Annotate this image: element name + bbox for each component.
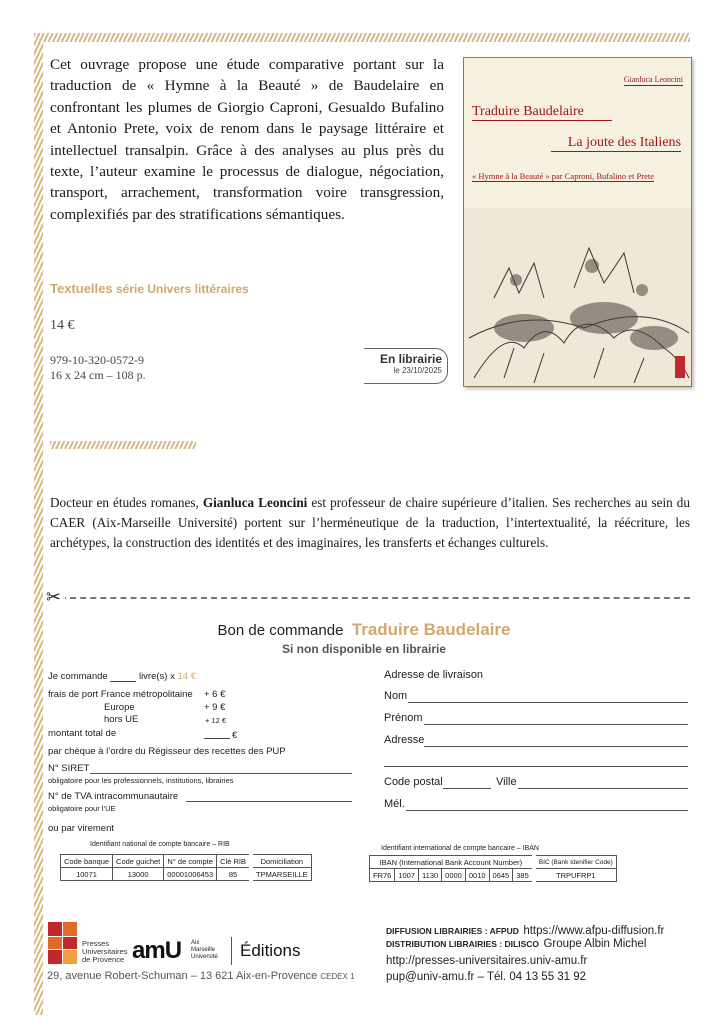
logo-separator [231,937,232,965]
pup-line: Universitaires [82,947,128,956]
delivery-adresse-field-2[interactable] [384,766,688,767]
order-unit-price: 14 € [177,671,196,682]
siret-note: obligatoire pour les professionnels, institutions, librairies [48,776,234,785]
order-quantity-row [48,671,196,682]
iban-part: 0010 [465,869,489,882]
format: 16 x 24 cm – 108 p. [50,368,146,382]
delivery-adresse-field[interactable] [424,746,688,747]
rib-header-bank: Code banque [61,855,113,868]
price: 14 € [50,318,75,333]
shipping-europe: Europe [104,702,135,713]
order-form-subtitle: Si non disponible en librairie [281,642,447,656]
delivery-prenom-field[interactable] [424,724,688,725]
distribution-row [386,934,646,952]
total-label: montant total de [48,728,117,739]
bio-author-name: Gianluca Leoncini [202,495,308,510]
shipping-europe-fee: + 9 € [204,702,226,713]
rib-value-guichet: 13000 [113,868,164,881]
isbn: 979-10-320-0572-9 [50,353,144,367]
delivery-title: Adresse de livraison [384,669,484,681]
amu-name [191,940,218,961]
series-name: Textuelles [50,281,113,296]
book-details [50,353,146,383]
editions-label: Éditions [240,941,301,960]
decorative-hatch-divider [50,441,196,449]
rib-header-account: N° de compte [164,855,217,868]
rib-value-domiciliation: TPMARSEILLE [251,868,311,881]
pup-logo [48,922,78,964]
siret-label: N° SIRET [48,763,90,774]
diffusion-label: DIFFUSION LIBRAIRIES : AFPUD [386,926,519,936]
order-livres-label: livre(s) x [138,671,175,682]
amu-logo: amU [132,937,182,964]
book-description: Cet ouvrage propose une étude comparative portant sur la traduction de « Hymne à la Beauté » de Baudelaire en confrontant les plumes de Giorgio Caproni, Gesualdo Bufalino et Antonio Prete, voix de renom dans le paysage littéraire et intellectuel transalpin. Grâce à des analyses au plus près du texte, l’auteur examine le processus de dialogue, négociation, transport, arrachement, transformation voire transgression, complexifiés par des stratifications sémantiques. [50,56,444,223]
amu-line: Aix [191,940,200,946]
pup-line: Presses [82,939,110,948]
iban-part: 1007 [395,869,419,882]
series-sub: série Univers littéraires [115,282,249,296]
scissors-icon: ✂ [46,587,65,608]
tva-note: obligatoire pour l’UE [48,804,116,813]
contact-email-phone[interactable]: pup@univ-amu.fr – Tél. 04 13 55 31 92 [386,971,587,983]
payment-cheque: par chèque à l’ordre du Régisseur des recettes des PUP [48,746,286,757]
website-url[interactable]: http://presses-universitaires.univ-amu.fr [386,955,588,967]
tva-label: N° de TVA intracommunautaire [48,791,179,802]
delivery-adresse-label: Adresse [384,734,425,746]
address-cedex: CEDEX 1 [320,972,355,981]
bic-value: TRPUFRP1 [534,869,617,882]
delivery-nom-label: Nom [384,690,408,702]
delivery-mel-label: Mél. [384,798,405,810]
siret-field[interactable] [90,773,352,774]
amu-line: Marseille [191,947,216,953]
decorative-hatch-left [34,33,43,1015]
iban-header: IBAN (International Bank Account Number) [370,856,534,869]
availability-label: En librairie [379,352,442,366]
delivery-cp-field[interactable] [443,788,491,789]
delivery-cp-label: Code postal [384,776,443,788]
cover-title-2: La joute des Italiens [551,135,681,152]
author-bio [50,493,690,553]
rib-header-domiciliation: Domiciliation [251,855,311,868]
cover-author: Gianluca Leoncini [623,75,683,84]
availability-date: le 23/10/2025 [393,366,442,375]
decorative-hatch-top [34,33,690,42]
rib-value-account: 00001006453 [164,868,217,881]
cover-engraving-image [464,208,692,387]
address-text: 29, avenue Robert-Schuman – 13 621 Aix-en-Provence [47,970,318,982]
iban-caption: Identifiant international de compte bancaire – IBAN [381,845,539,852]
rib-header-guichet: Code guichet [113,855,164,868]
delivery-prenom-label: Prénom [384,712,423,724]
shipping-horsue: hors UE [104,714,139,725]
iban-part: 0000 [442,869,466,882]
order-form-book-title: Traduire Baudelaire [351,620,511,639]
tva-field[interactable] [186,801,352,802]
iban-table [369,855,617,882]
pup-name [82,940,127,964]
cover-title-1: Traduire Baudelaire [472,104,612,121]
order-form-title [0,620,728,640]
total-euro-sign: € [232,730,238,741]
publisher-address [47,970,355,982]
bic-header: BIC (Bank Idenifier Code) [534,856,617,869]
rib-value-bank: 10071 [61,868,113,881]
cover-publisher-logo [675,356,685,378]
shipping-france: frais de port France métropolitaine [48,689,193,700]
rib-header-key: Clé RIB [217,855,251,868]
delivery-nom-field[interactable] [408,702,688,703]
cover-subtitle: « Hymne à la Beauté » par Caproni, Bufalino et Prete [472,171,654,181]
iban-part: FR76 [370,869,395,882]
delivery-ville-field[interactable] [518,788,688,789]
series-label [50,281,249,296]
pup-line: de Provence [82,955,125,964]
rib-caption: Identifiant national de compte bancaire – RIB [90,841,230,848]
contact-row [386,967,586,985]
cut-line [50,597,690,605]
diffusion-url[interactable]: https://www.afpu-diffusion.fr [523,925,665,937]
quantity-field[interactable] [110,672,136,682]
order-form-label: Bon de commande [217,622,344,639]
delivery-mel-field[interactable] [406,810,688,811]
shipping-france-fee: + 6 € [204,689,226,700]
distribution-name: Groupe Albin Michel [543,938,647,950]
availability-badge [364,348,448,384]
distribution-label: DISTRIBUTION LIBRAIRIES : DILISCO [386,939,539,949]
iban-part: 0645 [489,869,513,882]
amu-line: Université [191,954,218,960]
delivery-ville-label: Ville [496,776,517,788]
bio-text-end: est professeur de chaire supérieure d’italien. Ses recherches au sein du CAER (Aix-Marseille Université) portent sur l’herméneutique de la traduction, l’intertextualité, la réécriture, les archétypes, la construction des identités et des imaginaires, les transferts et échanges culturels. [50,495,690,550]
shipping-horsue-fee: + 12 € [205,716,227,725]
iban-part: 385 [513,869,534,882]
book-cover [463,57,692,387]
order-je-commande: Je commande [48,671,108,682]
total-field[interactable] [204,729,230,739]
rib-value-key: 85 [217,868,251,881]
rib-table [60,854,312,881]
payment-virement: ou par virement [48,823,115,834]
iban-part: 1130 [419,869,442,882]
bio-text-start: Docteur en études romanes, [50,495,203,510]
